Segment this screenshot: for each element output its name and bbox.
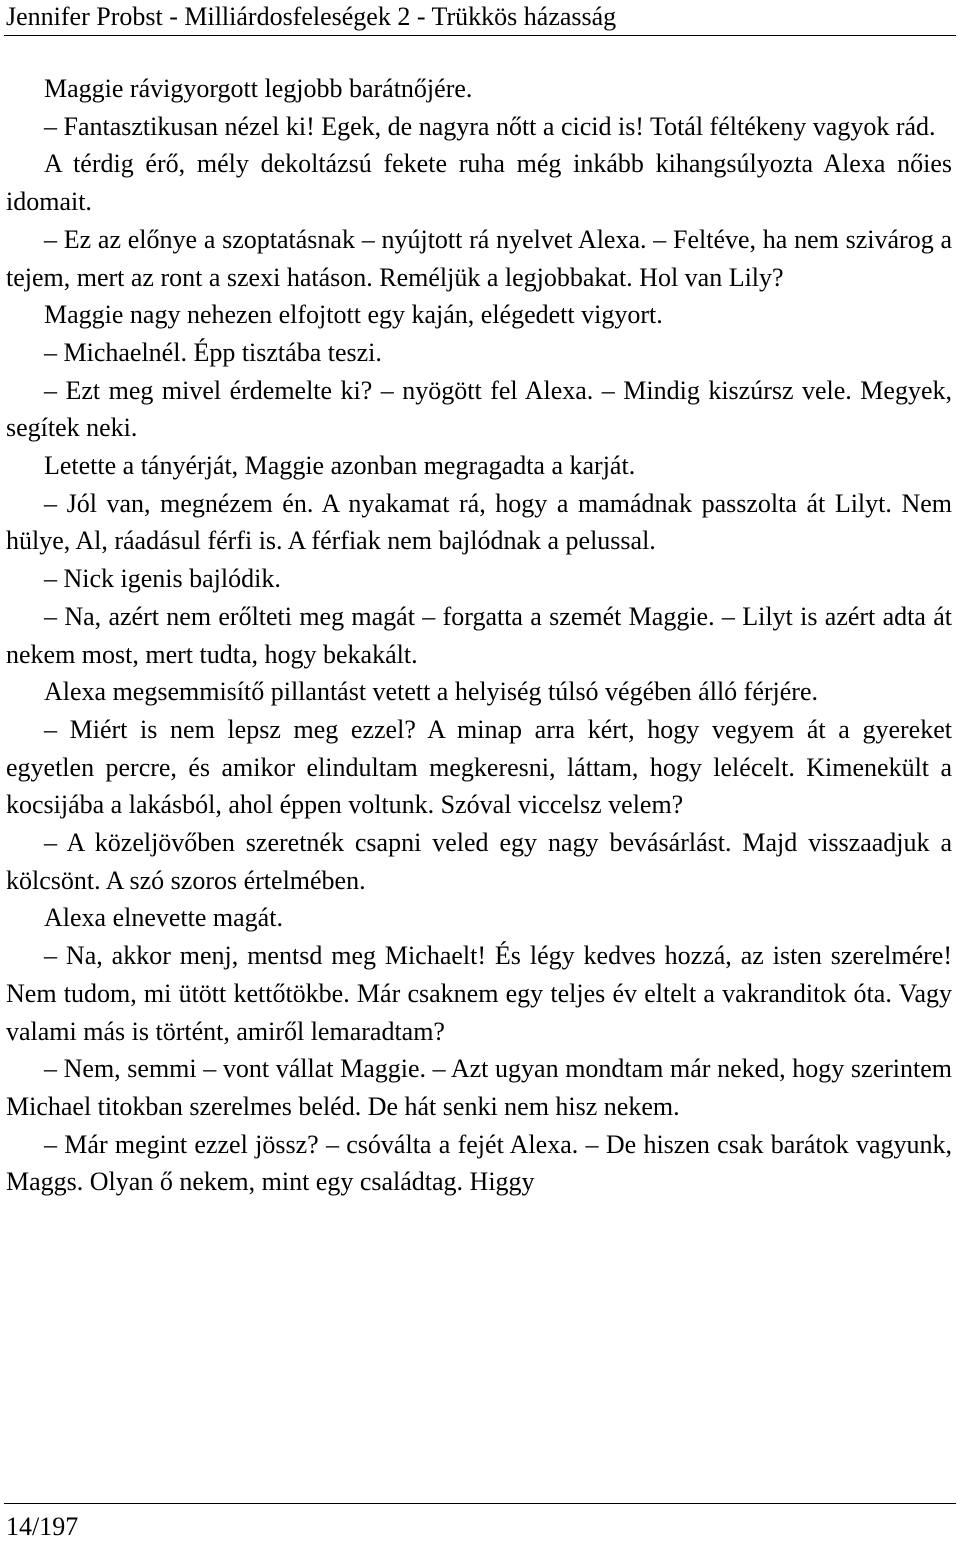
paragraph: – A közeljövőben szeretnék csapni veled egy nagy bevásárlást. Majd visszaadjuk a kölcsönt. A szó szoros értelmében. [6, 828, 952, 895]
paragraph: A térdig érő, mély dekoltázsú fekete ruha még inkább kihangsúlyozta Alexa nőies idomait. [6, 149, 952, 217]
paragraph: – Nem, semmi – vont vállat Maggie. – Azt ugyan mondtam már neked, hogy szerintem Michael titokban szerelmes beléd. De hát senki nem hisz nekem. [6, 1054, 952, 1121]
footer-divider [4, 1503, 956, 1504]
paragraph: Maggie rávigyorgott legjobb barátnőjére. [44, 74, 473, 103]
paragraph: Alexa megsemmisítő pillantást vetett a helyiség túlsó végében álló férjére. [44, 677, 818, 707]
paragraph: – Ezt meg mivel érdemelte ki? – nyögött fel Alexa. – Mindig kiszúrsz vele. Megyek, segítek neki. [6, 375, 952, 443]
paragraph: Maggie nagy nehezen elfojtott egy kaján, elégedett vigyort. [44, 300, 663, 330]
header-divider [4, 35, 956, 36]
paragraph: – Ez az előnye a szoptatásnak – nyújtott rá nyelvet Alexa. – Feltéve, ha nem szivárog a tejem, mert az ront a szexi hatáson. Reméljük a legjobbakat. Hol van Lily? [6, 224, 952, 292]
paragraph: – Miért is nem lepsz meg ezzel? A minap arra kért, hogy vegyem át a gyereket egyetlen percre, és amikor elindultam megkeresni, láttam, hogy lelécelt. Kimenekült a kocsijába a lakásból, ahol éppen voltunk. Szóval viccelsz velem? [6, 714, 952, 820]
paragraph: – Nick igenis bajlódik. [44, 564, 281, 594]
paragraph: – Na, akkor menj, mentsd meg Michaelt! És légy kedves hozzá, az isten szerelmére! Nem tudom, mi ütött kettőtökbe. Már csaknem egy teljes év eltelt a vakranditok óta. Vagy valami más is történt, amiről lemaradtam? [6, 941, 952, 1046]
paragraph: – Már megint ezzel jössz? – csóválta a fejét Alexa. – De hiszen csak barátok vagyunk, Maggs. Olyan ő nekem, mint egy családtag. Higgy [6, 1129, 952, 1197]
paragraph: – Jól van, megnézem én. A nyakamat rá, hogy a mamádnak passzolta át Lilyt. Nem hülye, Al, ráadásul férfi is. A férfiak nem bajlódnak a pelussal. [6, 488, 952, 556]
page-body-text [6, 70, 952, 1201]
paragraph: Letette a tányérját, Maggie azonban megragadta a karját. [44, 451, 636, 481]
paragraph: Alexa elnevette magát. [44, 903, 283, 933]
paragraph: – Fantasztikusan nézel ki! Egek, de nagyra nőtt a cicid is! Totál féltékeny vagyok rád. [44, 111, 936, 141]
paragraph: – Michaelnél. Épp tisztába teszi. [44, 337, 382, 367]
page-number: 14/197 [6, 1512, 79, 1541]
paragraph: – Na, azért nem erőlteti meg magát – forgatta a szemét Maggie. – Lilyt is azért adta át nekem most, mert tudta, hogy bekakált. [6, 601, 952, 669]
page-header-title: Jennifer Probst - Milliárdosfeleségek 2 - Trükkös házasság [6, 2, 617, 31]
